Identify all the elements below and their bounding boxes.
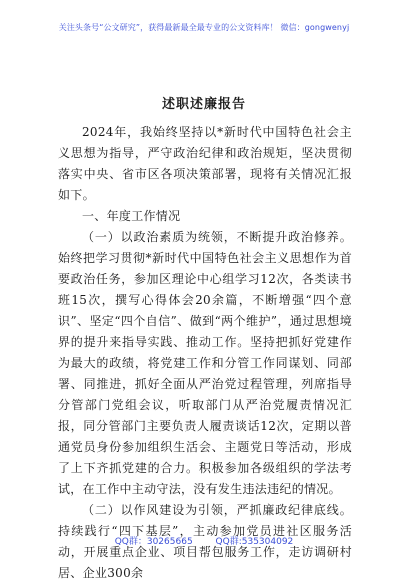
paragraph-work-style: （二）以作风建设为引领，严抓廉政纪律底线。持续践行“四下基层”，主动参加党员进社区服务活动，开展重点企业、项目帮包服务工作，走访调研村居、企业300余: [58, 503, 352, 580]
footer-qq-groups: [0, 534, 408, 547]
document-title: 述职述廉报告: [161, 97, 246, 112]
qq-group-1: QQ群：30265665: [114, 537, 193, 547]
header-banner: 关注头条号“公文研究”，获得最新最全最专业的公文资料库！ 微信：gongwenyj: [58, 23, 350, 32]
paragraph-political-quality: （一）以政治素质为统领，不断提升政治修养。始终把学习贯彻*新时代中国特色社会主义思想作为首要政治任务，参加区理论中心组学习12次，各类读书班15次，撰写心得体会20余篇，不断增强“四个意识”、坚定“四个自信”、做到“两个维护”，通过思想境界的提升来指导实践、推动工作。坚持把抓好党建作为最大的政绩，将党建工作和分管工作同谋划、同部署、同推进，抓好全面从严治党过程管理，列席指导分管部门党组会议，听取部门从严治党履责情况汇报，同分管部门主要负责人履责谈话12次，定期以普通党员身份参加组织生活会、主题党日等活动，形成了上下齐抓党建的合力。积极参加各级组织的学法考试，在工作中主动守法，没有发生违法违纪的情况。: [58, 230, 352, 496]
qq-group-2: QQ群:535304092: [215, 537, 294, 547]
paragraph-intro: 2024年，我始终坚持以*新时代中国特色社会主义思想为指导，严守政治纪律和政治规矩，坚决贯彻落实中央、省市区各项决策部署，现将有关情况汇报如下。: [58, 125, 352, 202]
document-body: [58, 122, 352, 584]
section-heading-annual-work: 一、年度工作情况: [82, 209, 181, 223]
